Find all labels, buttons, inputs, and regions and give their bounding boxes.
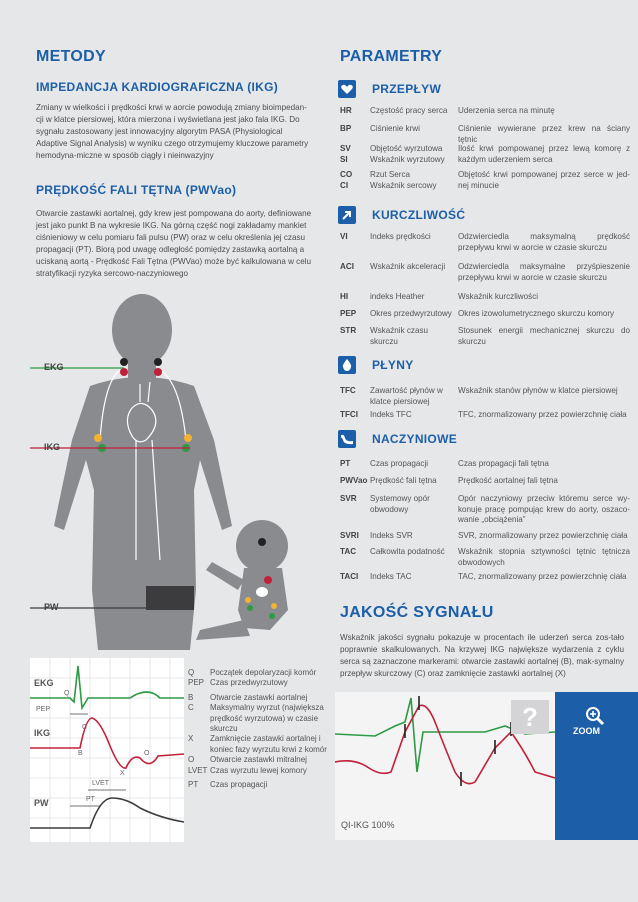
legend-row [188,668,328,678]
legend-value: Czas wyrzutu lewej komory [210,765,307,775]
parameter-abbr: STR [340,326,357,335]
child-electrode-yellow-1 [245,597,251,603]
section-title-plyny: PŁYNY [372,358,414,372]
parameter-name: Indeks TAC [370,572,412,581]
zoom-label: ZOOM [573,726,600,736]
parameter-desc: Ciśnienie wywierane przez krew na ściany tętnic [458,124,630,144]
parameter-row [340,410,630,421]
signal-quality-label: QI-IKG 100% [341,820,395,830]
parameter-row [340,170,630,191]
legend-value: Otwarcie zastawki aortalnej [210,692,308,702]
legend-row [188,693,328,703]
body-figure-svg [0,290,334,650]
parameter-desc: Stosunek energii mechanicznej skurczu do skurczu [458,326,630,346]
parameter-abbr: TFC [340,386,356,395]
parameter-desc: Czas propagacji fali tętna [458,459,549,468]
parameter-abbr: SVR [340,494,357,503]
child-electrode-yellow-2 [271,603,277,609]
ikg-paragraph: Zmiany w wielkości i prędkości krwi w aorcie powodują zmiany bioimpedan-cji w klatce piersiowej, która mierzona i wyświetlana jest jako fala IKG. Do sygnału zastosowany jest innowacyjny algorytm PASA (Physiological Adaptive Signal Analysis) w wyniku czego otrzymujemy kluczowe parametry hemodyna-miczne w sposób ciągły i nieinwazyjny [36,103,309,160]
parameter-desc: Uderzenia serca na minutę [458,106,555,115]
body-illustration [0,290,334,650]
figure-label-ikg: IKG [44,442,61,452]
adult-silhouette [54,294,232,650]
section-title-przeplyw: PRZEPŁYW [372,82,442,96]
legend-value: Czas propagacji [210,780,268,790]
parameter-name: Indeks prędkości [370,232,431,241]
figure-label-pw: PW [44,602,59,612]
parameter-name: Rzut Serca Wskaźnik sercowy [370,170,437,190]
legend-value: Początek depolaryzacji komór [210,668,317,677]
child-heart [256,587,268,597]
section-title-kurczliwosc: KURCZLIWOŚĆ [372,208,466,222]
parameter-desc: Okres izowolumetrycznego skurczu komory [458,309,615,318]
parameter-name: Indeks SVR [370,531,413,540]
parameter-row [340,547,630,568]
parameter-row [340,572,630,583]
parameter-abbr: HI [340,292,349,301]
parameter-name: Wskaźnik czasu skurczu [370,326,429,346]
methods-title: METODY [36,48,106,65]
legend-row [188,703,328,734]
wave-marker-o: O [144,750,150,757]
parameter-row [340,232,630,253]
section-naczyniowe [338,430,457,448]
ikg-wave [30,718,184,768]
parameter-name: Częstość pracy serca [370,106,448,115]
electrode-red-1 [120,368,128,376]
parameter-desc: TFC, znormalizowany przez powierzchnię ciała [458,410,627,419]
figure-label-ekg: EKG [44,362,64,372]
parameter-row [340,292,630,303]
legend-value: Maksymalny wyrzut (największa prędkość wyrzutowa) w czasie skurczu [210,703,324,734]
parameter-row [340,262,630,283]
legend-row [188,678,328,688]
legend-value: Otwarcie zastawki mitralnej [210,755,307,765]
wave-marker-q: Q [64,690,70,697]
parameter-desc: Prędkość aortalnej fali tętna [458,476,558,485]
heart-icon [338,80,356,98]
legend-key: O [188,755,195,765]
arrow-up-right-icon [338,206,356,224]
parameter-desc: Wskaźnik stopnia sztywności tętnic tętnicza obwodowych [458,547,630,567]
parameter-abbr: PT [340,459,351,468]
parameter-abbr: SV SI [340,144,351,164]
legend-key: PT [188,780,199,790]
parameter-abbr: HR [340,106,352,115]
legend-row [188,755,328,765]
signal-quality-display [335,692,555,840]
wave-marker-b: B [78,750,83,757]
parameter-abbr: TFCI [340,410,358,419]
section-title-naczyniowe: NACZYNIOWE [372,432,457,446]
question-mark-badge: ? [511,700,549,734]
legend-key: LVET [188,765,208,775]
legend-key: C [188,703,194,713]
pwv-paragraph: Otwarcie zastawki aortalnej, gdy krew jest pompowana do aorty, definiowane jest jako punkt B na wykresie IKG. Na górną część nogi zakładamy mankiet ciśnieniowy w celu pomiaru fali pulsu (PW) oraz w celu określenia jej czasu propagacji (PT). Biorą pod uwagę odległość pomiędzy zastawką aortalną a uciskaną aortą - Prędkość Fali Tętna (PWVao) może być kalkulowana w celu stratyfikacji ryzyka sercowo-naczyniowego [36,209,312,278]
legend-row [188,780,328,790]
parameter-row [340,494,630,526]
pwv-heading: PRĘDKOŚĆ FALI TĘTNA (PWVao) [36,183,237,197]
section-przeplyw [338,80,441,98]
wave-marker-x: X [120,770,125,777]
ikg-heading: IMPEDANCJA KARDIOGRAFICZNA (IKG) [36,80,279,94]
parameter-desc: Odzwierciedla maksymalne przyśpieszenie przepływu krwi w aorcie w czasie skurczu [458,262,630,282]
legend-key: X [188,734,194,744]
parameter-name: indeks Heather [370,292,425,301]
parameter-row [340,106,630,117]
legend-key: B [188,692,194,702]
parameter-abbr: BP [340,124,352,133]
parameter-abbr: TAC [340,547,357,556]
legend-row [188,766,328,776]
legend-row [188,734,328,755]
parameter-abbr: ACI [340,262,354,271]
parameter-desc: Objętość krwi pompowanej przez serce w jed-nej minucie [458,170,630,190]
parameter-name: Indeks TFC [370,410,412,419]
parameter-desc: Wskaźnik stanów płynów w klatce piersiowej [458,386,618,395]
zoom-panel [555,692,638,840]
parameter-desc: Opór naczyniowy przeciw któremu serce wy-konuje pracę pompując krew do aorty, oszaco-wanie „obciążenia” [458,494,630,524]
drop-icon [338,356,356,374]
electrode-yellow-2 [184,434,192,442]
section-kurczliwosc [338,206,465,224]
parameter-row [340,326,630,347]
legend-key: Q [188,668,195,677]
quality-heading: JAKOŚĆ SYGNAŁU [340,604,494,621]
parameter-name: Okres przedwyrzutowy [370,309,452,318]
parameter-name: Zawartość płynów w klatce piersiowej [370,386,443,406]
parameter-name: Systemowy opór obwodowy [370,494,430,514]
parameters-title: PARAMETRY [340,48,443,65]
parameter-abbr: TACI [340,572,359,581]
parameter-name: Wskaźnik akceleracji [370,262,446,271]
vessel-icon [338,430,356,448]
wave-label-ikg: IKG [34,728,51,738]
parameter-abbr: CO CI [340,170,353,190]
parameter-abbr: PWVao [340,476,368,485]
electrode-black-2 [154,358,162,366]
parameter-name: Prędkość fali tętna [370,476,437,485]
child-electrode-black [258,538,266,546]
legend-value: Czas przedwyrzutowy [210,678,288,688]
waveform-legend [188,668,328,790]
wave-label-pw: PW [34,798,49,808]
pw-wave [30,798,184,828]
electrode-yellow-1 [94,434,102,442]
parameter-desc: Ilość krwi pompowanej przez lewą komorę z każdym uderzeniem serca [458,144,630,164]
parameter-row [340,459,630,470]
child-electrode-red [264,576,272,584]
parameter-desc: Odzwierciedla maksymalną prędkość przepływu krwi w aorcie w czasie skurczu [458,232,630,252]
zoom-icon [585,706,605,726]
parameter-name: Objętość wyrzutowa Wskaźnik wyrzutowy [370,144,445,164]
parameter-row [340,531,630,542]
parameter-row [340,309,630,320]
parameter-abbr: PEP [340,309,357,318]
wave-marker-pep: PEP [36,706,51,713]
electrode-red-2 [154,368,162,376]
section-plyny [338,356,414,374]
electrode-black-1 [120,358,128,366]
wave-marker-pt: PT [86,796,95,803]
parameter-row [340,144,630,165]
waveform-panel [30,658,184,842]
wave-marker-lvet: LVET [92,780,109,787]
parameter-row [340,386,630,407]
child-silhouette [196,520,288,640]
parameter-desc: Wskaźnik kurczliwości [458,292,539,301]
wave-label-ekg: EKG [34,678,54,688]
parameter-row [340,124,630,145]
parameter-abbr: SVRI [340,531,359,540]
legend-value: Zamknięcie zastawki aortalnej i koniec fazy wyrzutu krwi z komór [210,734,327,754]
cuff-shape [146,586,194,610]
parameter-desc: SVR, znormalizowany przez powierzchnię ciała [458,531,628,540]
child-electrode-green-1 [247,605,253,611]
parameter-name: Czas propagacji [370,459,429,468]
child-electrode-green-2 [269,613,275,619]
parameter-row [340,476,630,487]
parameter-desc: TAC, znormalizowany przez powierzchnię ciała [458,572,627,581]
quality-paragraph: Wskaźnik jakości sygnału pokazuje w procentach ile uderzeń serca zos-tało poprawnie skalkulowanych. Na krzywej IKG największe wydarzenia z cyklu serca są zaznaczone markerami: otwarcie zastawki aortalnej (B), mak-symalny przepływ skurczowy (C) oraz zamknięcie zastawki aortalnej (X) [340,633,624,678]
legend-key: PEP [188,678,205,688]
parameter-abbr: VI [340,232,348,241]
parameter-name: Ciśnienie krwi [370,124,420,133]
wave-marker-c: C [82,724,88,731]
parameter-name: Całkowita podatność [370,547,445,556]
